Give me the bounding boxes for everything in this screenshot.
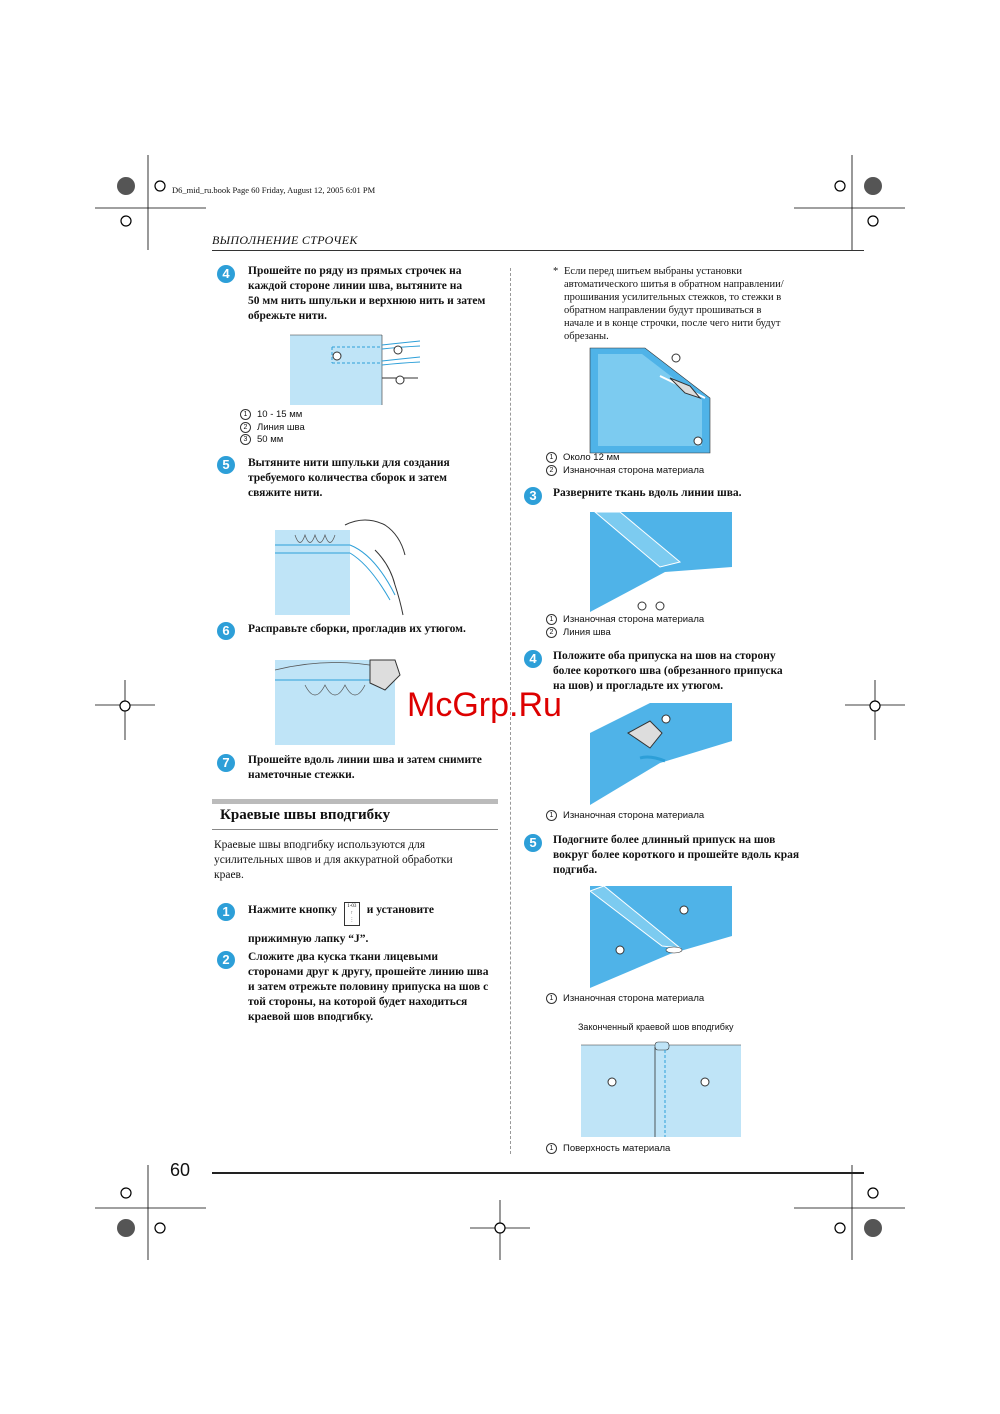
- step-number: 6: [217, 622, 235, 640]
- step-number: 5: [524, 834, 542, 852]
- step-text: Вытяните нити шпульки для создания требуемого количества сборок и затем свяжите нити.: [248, 457, 450, 499]
- stitch-key-icon: 1-03 ↑ ⋮: [344, 902, 360, 926]
- section-header: ВЫПОЛНЕНИЕ СТРОЧЕК: [212, 233, 358, 247]
- seam-allowance-figure: [290, 335, 430, 410]
- step-number: 3: [524, 487, 542, 505]
- section-title-rule: [212, 829, 498, 830]
- step-text: Сложите два куска ткани лицевыми сторонами друг к другу, прошейте линию шва и затем отрежьте половину припуска на шов с той стороны, на которой будет находиться краевой шов вподгибку.: [248, 951, 489, 1023]
- step-text: Подогните более длинный припуск на шов вокруг более короткого и прошейте вдоль края подгиба.: [553, 834, 800, 876]
- finished-seam-figure: [581, 1042, 741, 1137]
- step-text: Нажмите кнопку 1-03 ↑ ⋮ и установите прижимную лапку “J”.: [248, 904, 434, 945]
- figure-legend: 1 Изнаночная сторона материала 2 Линия шва: [546, 614, 704, 639]
- pressing-figure: [590, 703, 735, 808]
- header-rule: [212, 250, 864, 251]
- section-title-bar: [212, 799, 498, 804]
- step-number: 1: [217, 903, 235, 921]
- figure-legend: 1 Изнаночная сторона материала: [546, 810, 704, 823]
- file-info: D6_mid_ru.book Page 60 Friday, August 12, 2005 6:01 PM: [172, 185, 376, 195]
- ironing-figure: [275, 655, 405, 745]
- step-text: Положите оба припуска на шов на сторону более короткого шва (обрезанного припуска на шов) и прогладьте их утюгом.: [553, 650, 783, 692]
- footer-rule: [212, 1172, 864, 1174]
- watermark: McGrp.Ru: [407, 686, 562, 724]
- figure-legend: 1 Около 12 мм 2 Изнаночная сторона материала: [546, 452, 704, 477]
- step-number: 4: [217, 265, 235, 283]
- note-text: Если перед шитьем выбраны установки автоматического шитья в обратном направлении/ прошивания усилительных стежков, то стежки в обратном направлении будут прошиваться в начале и в конце строчки, после чего нити будут обрезаны.: [564, 266, 784, 342]
- step-number: 5: [217, 456, 235, 474]
- page-number: 60: [170, 1160, 191, 1180]
- step-number: 4: [524, 650, 542, 668]
- step-text: Прошейте вдоль линии шва и затем снимите наметочные стежки.: [248, 754, 482, 781]
- step-text: Прошейте по ряду из прямых строчек на каждой стороне линии шва, вытяните на 50 мм нить шпульки и верхнюю нить и затем обрежьте нити.: [248, 265, 486, 322]
- figure-legend: 1 Поверхность материала: [546, 1143, 670, 1156]
- figure-legend: 1 10 - 15 мм 2 Линия шва 3 50 мм: [240, 409, 305, 447]
- note-mark: *: [553, 266, 559, 277]
- folded-hem-figure: [590, 886, 735, 991]
- section-title: Краевые швы вподгибку: [220, 807, 391, 823]
- finished-caption: Законченный краевой шов вподгибку: [578, 1022, 734, 1032]
- step-number: 2: [217, 951, 235, 969]
- step-text: Расправьте сборки, прогладив их утюгом.: [248, 623, 466, 635]
- step-text: Разверните ткань вдоль линии шва.: [553, 487, 742, 499]
- intro-paragraph: Краевые швы вподгибку используются для усилительных швов и для аккуратной обработки краев.: [214, 839, 453, 881]
- unfolded-fabric-figure: [590, 512, 735, 612]
- figure-legend: 1 Изнаночная сторона материала: [546, 993, 704, 1006]
- cut-allowance-figure: [590, 348, 730, 453]
- gathering-figure: [275, 515, 415, 615]
- step-number: 7: [217, 754, 235, 772]
